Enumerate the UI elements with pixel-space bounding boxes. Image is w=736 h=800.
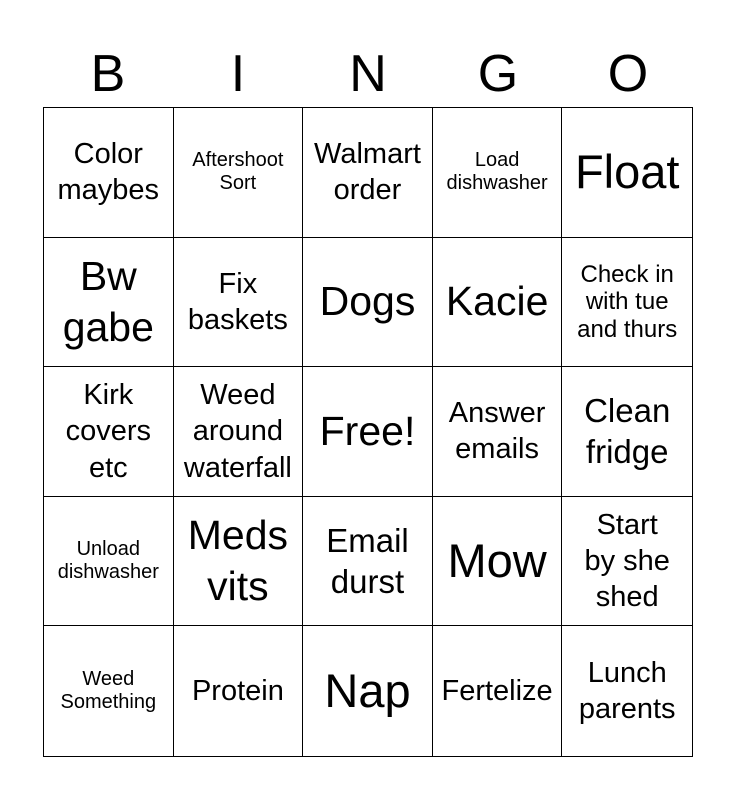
bingo-cell[interactable]: Meds vits <box>174 497 304 627</box>
bingo-cell[interactable]: Answer emails <box>433 367 563 497</box>
header-letter-o: O <box>607 45 649 103</box>
bingo-cell[interactable]: Kacie <box>433 238 563 368</box>
bingo-cell[interactable]: Unload dishwasher <box>44 497 174 627</box>
bingo-cell[interactable]: Weed Something <box>44 626 174 756</box>
bingo-cell[interactable]: Aftershoot Sort <box>174 108 304 238</box>
bingo-cell[interactable]: Email durst <box>303 497 433 627</box>
header-letter-n: N <box>349 45 387 103</box>
bingo-cell[interactable]: Load dishwasher <box>433 108 563 238</box>
bingo-cell[interactable]: Protein <box>174 626 304 756</box>
bingo-cell[interactable]: Check in with tue and thurs <box>562 238 692 368</box>
bingo-cell[interactable]: Walmart order <box>303 108 433 238</box>
bingo-cell[interactable]: Kirk covers etc <box>44 367 174 497</box>
bingo-cell[interactable]: Clean fridge <box>562 367 692 497</box>
header-letter-b: B <box>90 45 126 103</box>
bingo-cell[interactable]: Dogs <box>303 238 433 368</box>
header-letter-i: I <box>230 45 246 103</box>
bingo-header <box>43 40 693 108</box>
bingo-cell[interactable]: Fix baskets <box>174 238 304 368</box>
bingo-cell[interactable]: Weed around waterfall <box>174 367 304 497</box>
bingo-cell[interactable]: Lunch parents <box>578 656 676 726</box>
bingo-cell[interactable]: Color maybes <box>44 108 174 238</box>
free-space[interactable]: Free! <box>303 367 433 497</box>
bingo-cell[interactable]: Bw gabe <box>44 238 174 368</box>
header-letter-g: G <box>477 45 519 103</box>
bingo-cell[interactable]: Float <box>562 108 692 238</box>
bingo-cell[interactable]: Mow <box>433 497 563 627</box>
bingo-cell[interactable]: Start by she shed <box>562 497 692 627</box>
bingo-board <box>43 107 693 757</box>
bingo-cell[interactable]: Nap <box>303 626 433 756</box>
bingo-cell[interactable]: Fertelize <box>433 626 563 756</box>
